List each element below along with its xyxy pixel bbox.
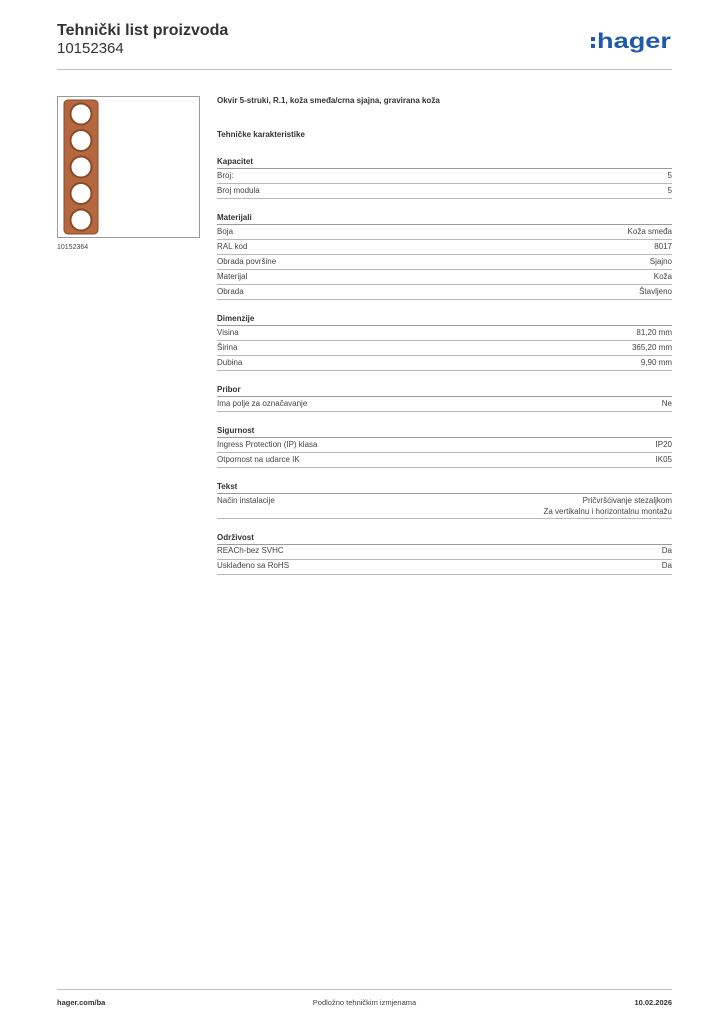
spec-value-line: Da bbox=[661, 561, 672, 570]
spec-row bbox=[217, 453, 672, 468]
spec-group bbox=[217, 481, 672, 519]
spec-value bbox=[662, 545, 672, 557]
spec-label: Dubina bbox=[217, 357, 243, 367]
document-number: 10152364 bbox=[57, 40, 124, 57]
spec-row bbox=[217, 270, 672, 285]
spec-group bbox=[217, 212, 672, 300]
spec-value-line: Koža bbox=[653, 271, 672, 281]
product-image bbox=[57, 96, 200, 238]
spec-value bbox=[641, 357, 672, 369]
spec-label: Širina bbox=[217, 342, 238, 352]
spec-value-line: IK05 bbox=[655, 454, 672, 464]
spec-label: Način instalacije bbox=[217, 495, 275, 505]
spec-row bbox=[217, 326, 672, 341]
spec-value bbox=[656, 439, 672, 451]
spec-group-title: Pribor bbox=[217, 384, 672, 397]
spec-value bbox=[654, 241, 672, 253]
spec-value-line: 8017 bbox=[654, 241, 672, 251]
frame-opening bbox=[71, 104, 92, 125]
spec-label: Materijal bbox=[217, 271, 248, 281]
spec-value bbox=[628, 226, 672, 238]
footer-note: Podložno tehničkim izmjenama bbox=[312, 998, 417, 1007]
spec-value bbox=[662, 398, 672, 410]
spec-value bbox=[656, 454, 672, 466]
hager-logo-icon bbox=[590, 28, 672, 54]
spec-group-title: Kapacitet bbox=[217, 156, 672, 169]
spec-label: Otpornost na udarce IK bbox=[217, 454, 300, 464]
spec-row bbox=[217, 169, 672, 184]
spec-row bbox=[217, 341, 672, 356]
spec-value bbox=[654, 271, 672, 283]
spec-label: Boja bbox=[217, 226, 234, 236]
spec-group-title: Tekst bbox=[217, 481, 672, 494]
spec-row bbox=[217, 397, 672, 412]
footer-url[interactable]: hager.com/ba bbox=[57, 998, 106, 1007]
spec-value bbox=[668, 185, 672, 197]
spec-label: Ima polje za označavanje bbox=[217, 398, 308, 408]
frame-opening bbox=[71, 210, 92, 231]
spec-row bbox=[217, 438, 672, 453]
spec-label: Broj modula bbox=[217, 185, 260, 195]
spec-groups bbox=[217, 156, 672, 575]
spec-value bbox=[632, 342, 672, 354]
spec-group-title: Održivost bbox=[217, 532, 672, 545]
spec-value-line: 81,20 mm bbox=[636, 327, 672, 337]
spec-value-line: Štavljeno bbox=[639, 286, 672, 296]
spec-row bbox=[217, 545, 672, 560]
image-caption: 10152364 bbox=[57, 244, 89, 251]
spec-label: Ingress Protection (IP) klasa bbox=[217, 439, 318, 449]
spec-value-line: Sjajno bbox=[649, 256, 672, 266]
spec-label: Usklađeno sa RoHS bbox=[217, 561, 290, 570]
spec-value-line: Ne bbox=[661, 398, 672, 408]
logo-text: hager bbox=[597, 30, 671, 53]
spec-value bbox=[650, 256, 672, 268]
page-header bbox=[57, 20, 672, 68]
spec-row bbox=[217, 494, 672, 519]
spec-content bbox=[217, 96, 672, 575]
spec-row bbox=[217, 184, 672, 199]
spec-label: RAL kod bbox=[217, 241, 248, 251]
spec-value bbox=[543, 495, 672, 518]
spec-row bbox=[217, 560, 672, 575]
spec-label: Obrada površine bbox=[217, 256, 277, 266]
frame-opening bbox=[71, 157, 92, 178]
spec-row bbox=[217, 285, 672, 300]
footer-divider bbox=[57, 989, 672, 990]
spec-value-line: Za vertikalnu i horizontalnu montažu bbox=[543, 507, 672, 516]
footer-date: 10.02.2026 bbox=[634, 998, 672, 1007]
spec-group bbox=[217, 384, 672, 412]
spec-value-line: 9,90 mm bbox=[640, 357, 672, 367]
spec-value-line: 5 bbox=[667, 185, 672, 195]
spec-value bbox=[636, 327, 672, 339]
spec-row bbox=[217, 240, 672, 255]
spec-value bbox=[639, 286, 672, 298]
spec-row bbox=[217, 225, 672, 240]
product-frame-5-gang-image bbox=[58, 97, 199, 237]
spec-group bbox=[217, 156, 672, 199]
spec-group-title: Sigurnost bbox=[217, 425, 672, 438]
spec-label: Obrada bbox=[217, 286, 244, 296]
header-divider bbox=[57, 69, 672, 70]
spec-value bbox=[668, 170, 672, 182]
spec-value-line: 365,20 mm bbox=[631, 342, 672, 352]
spec-group bbox=[217, 532, 672, 575]
spec-value-line: IP20 bbox=[655, 439, 672, 449]
spec-row bbox=[217, 255, 672, 270]
spec-heading: Tehničke karakteristike bbox=[217, 130, 305, 139]
spec-group bbox=[217, 313, 672, 371]
frame-opening bbox=[71, 183, 92, 204]
spec-label: Visina bbox=[217, 327, 239, 337]
spec-value bbox=[662, 560, 672, 572]
document-title: Tehnički list proizvoda bbox=[57, 22, 229, 39]
page-footer bbox=[57, 998, 672, 1010]
spec-label: Broj: bbox=[217, 170, 234, 180]
spec-value-line: Koža smeđa bbox=[627, 226, 672, 236]
product-description: Okvir 5-struki, R.1, koža smeđa/crna sjajna, gravirana koža bbox=[217, 96, 440, 105]
spec-value-line: Pričvršćivanje stezaljkom bbox=[582, 495, 672, 505]
spec-group-title: Dimenzije bbox=[217, 313, 672, 326]
spec-label: REACh-bez SVHC bbox=[217, 546, 284, 555]
spec-value-line: Da bbox=[661, 546, 672, 555]
spec-value-line: 5 bbox=[667, 170, 672, 180]
frame-opening bbox=[71, 130, 92, 151]
spec-group bbox=[217, 425, 672, 468]
spec-row bbox=[217, 356, 672, 371]
spec-group-title: Materijali bbox=[217, 212, 672, 225]
